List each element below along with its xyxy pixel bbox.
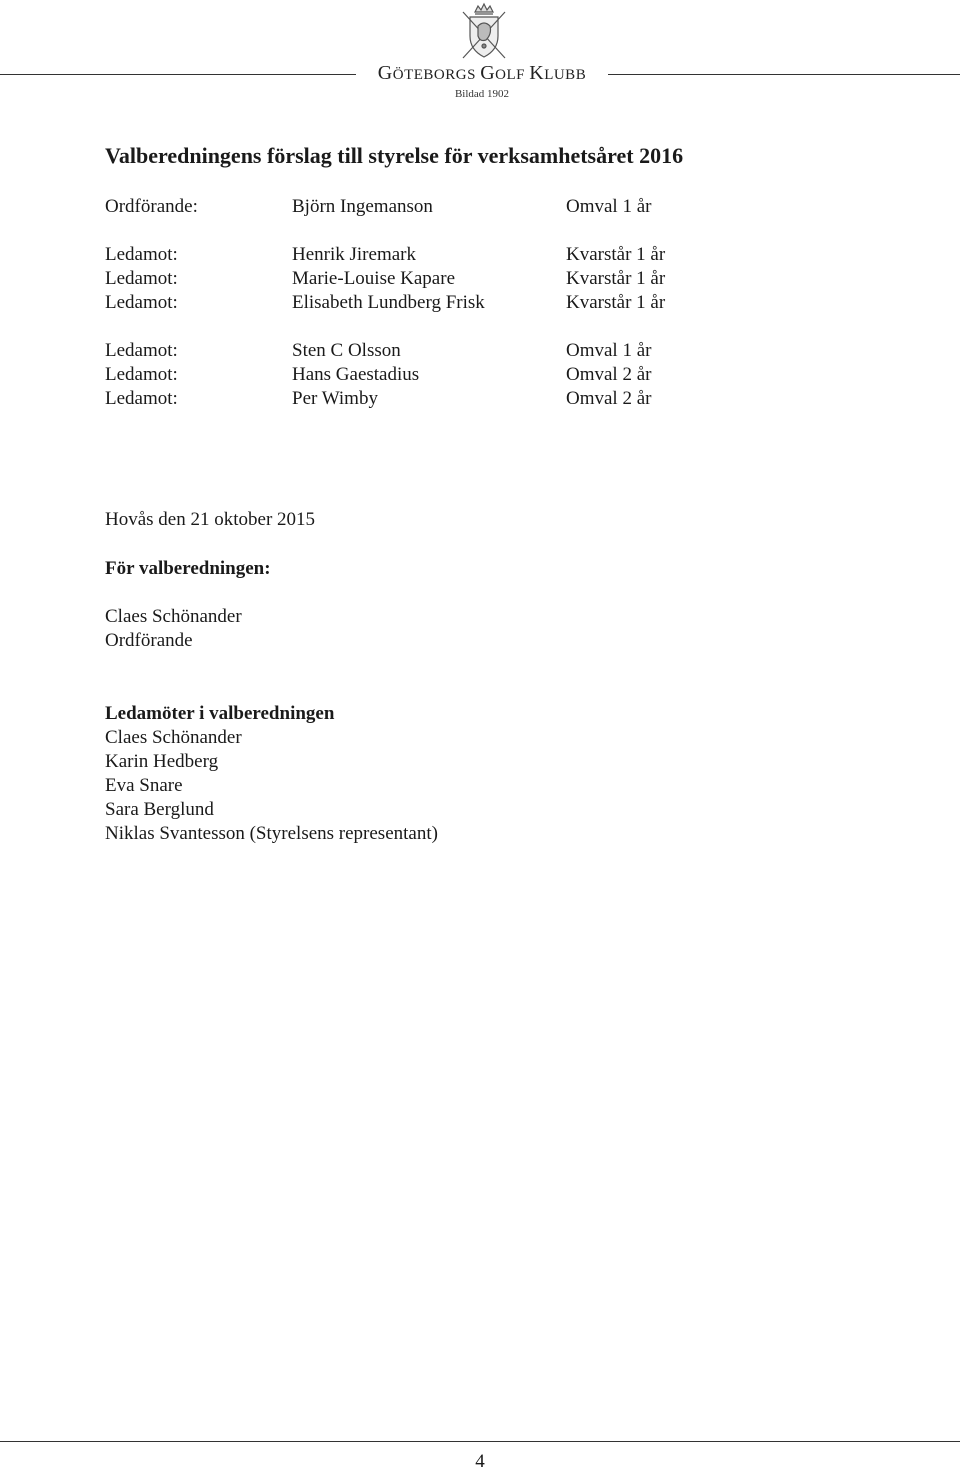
board-row: [105, 339, 805, 363]
board-term: Kvarstår 1 år: [566, 268, 666, 289]
place-date: Hovås den 21 oktober 2015: [105, 509, 316, 530]
board-term: Omval 1 år: [566, 196, 652, 217]
footer-rule: [0, 1441, 960, 1442]
board-term: Kvarstår 1 år: [566, 292, 666, 313]
board-role: Ordförande:: [105, 196, 198, 217]
board-row: [105, 267, 805, 291]
board-name: Björn Ingemanson: [292, 196, 433, 217]
board-name: Sten C Olsson: [292, 340, 401, 361]
crest-icon: [458, 2, 510, 60]
board-name: Elisabeth Lundberg Frisk: [292, 292, 485, 313]
board-row: [105, 195, 805, 219]
board-row: [105, 243, 805, 267]
board-row: [105, 291, 805, 315]
board-term: Omval 2 år: [566, 364, 652, 385]
signature-name: Claes Schönander: [105, 606, 242, 627]
club-name: GÖTEBORGS GOLF KLUBB: [377, 62, 587, 84]
board-role: Ledamot:: [105, 364, 178, 385]
board-role: Ledamot:: [105, 340, 178, 361]
founded-text: Bildad 1902: [454, 88, 510, 100]
committee-member: Sara Berglund: [105, 799, 214, 820]
board-term: Omval 1 år: [566, 340, 652, 361]
committee-member: Eva Snare: [105, 775, 183, 796]
page-title: Valberedningens förslag till styrelse för verksamhetsåret 2016: [105, 143, 684, 168]
page-number: 4: [475, 1451, 485, 1472]
board-role: Ledamot:: [105, 292, 178, 313]
board-term: Omval 2 år: [566, 388, 652, 409]
board-term: Kvarstår 1 år: [566, 244, 666, 265]
letterhead: [0, 0, 960, 110]
committee-member: Karin Hedberg: [105, 751, 219, 772]
board-role: Ledamot:: [105, 388, 178, 409]
header-rule-right: [608, 74, 960, 75]
committee-heading: Ledamöter i valberedningen: [105, 703, 335, 724]
board-role: Ledamot:: [105, 268, 178, 289]
board-row: [105, 363, 805, 387]
board-name: Marie-Louise Kapare: [292, 268, 456, 289]
board-name: Henrik Jiremark: [292, 244, 416, 265]
board-name: Per Wimby: [292, 388, 378, 409]
signature-heading: För valberedningen:: [105, 558, 271, 579]
board-role: Ledamot:: [105, 244, 178, 265]
board-row: [105, 387, 805, 411]
committee-member: Niklas Svantesson (Styrelsens representant): [105, 823, 438, 844]
committee-member: Claes Schönander: [105, 727, 242, 748]
header-rule-left: [0, 74, 356, 75]
signature-role: Ordförande: [105, 630, 193, 651]
board-name: Hans Gaestadius: [292, 364, 420, 385]
